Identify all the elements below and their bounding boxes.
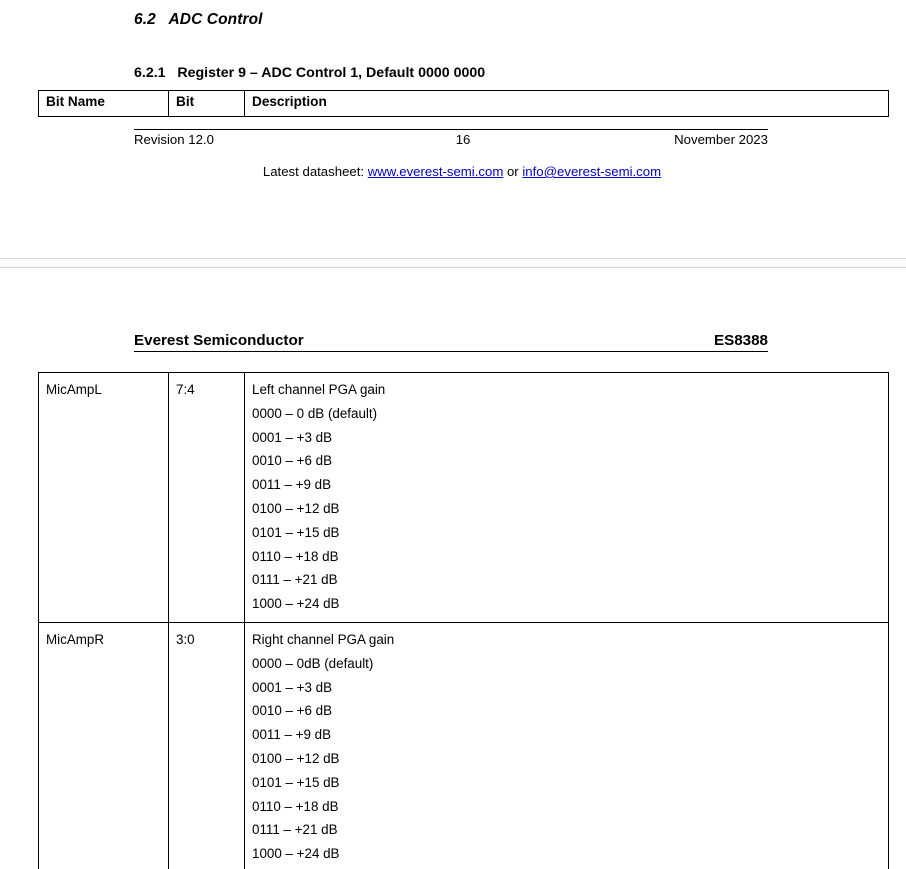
column-header-description: Description bbox=[245, 91, 889, 117]
cell-description: Left channel PGA gain 0000 – 0 dB (default) 0001 – +3 dB 0010 – +6 dB 0011 – +9 dB 0100 – +12 dB 0101 – +15 dB 0110 – +18 dB 0111 – +21 dB 1000 – +24 dB bbox=[245, 373, 889, 623]
running-header-part-number: ES8388 bbox=[713, 332, 768, 349]
footer-revision: Revision 12.0 bbox=[134, 132, 214, 147]
footer-latest-label: Latest datasheet: bbox=[262, 164, 368, 179]
register-table-continued bbox=[38, 372, 889, 869]
running-header bbox=[134, 332, 768, 352]
footer-page-number: 16 bbox=[455, 132, 471, 147]
cell-bit-range: 7:4 bbox=[169, 373, 245, 623]
table-row bbox=[39, 373, 889, 623]
page-footer bbox=[134, 129, 768, 194]
column-header-bit-name: Bit Name bbox=[39, 91, 169, 117]
footer-conjunction: or bbox=[503, 164, 523, 179]
website-link[interactable]: www.everest-semi.com bbox=[367, 164, 504, 179]
cell-bit-name: MicAmpR bbox=[39, 622, 169, 869]
footer-date: November 2023 bbox=[674, 132, 768, 147]
cell-description: Right channel PGA gain 0000 – 0dB (default) 0001 – +3 dB 0010 – +6 dB 0011 – +9 dB 0100 – +12 dB 0101 – +15 dB 0110 – +18 dB 0111 – +21 dB 1000 – +24 dB bbox=[245, 622, 889, 869]
cell-bit-name: MicAmpL bbox=[39, 373, 169, 623]
email-link[interactable]: info@everest-semi.com bbox=[522, 164, 662, 179]
footer-datasheet-line bbox=[134, 147, 768, 194]
register-table-header bbox=[38, 90, 889, 117]
subsection-heading: 6.2.1 Register 9 – ADC Control 1, Default 0000 0000 bbox=[134, 65, 486, 81]
table-row bbox=[39, 622, 889, 869]
page-break-divider bbox=[0, 258, 906, 268]
footer-meta-line bbox=[134, 130, 768, 147]
cell-bit-range: 3:0 bbox=[169, 622, 245, 869]
column-header-bit: Bit bbox=[169, 91, 245, 117]
section-heading: 6.2 ADC Control bbox=[134, 11, 263, 28]
table-header-row bbox=[39, 91, 889, 117]
running-header-company: Everest Semiconductor bbox=[134, 332, 304, 349]
